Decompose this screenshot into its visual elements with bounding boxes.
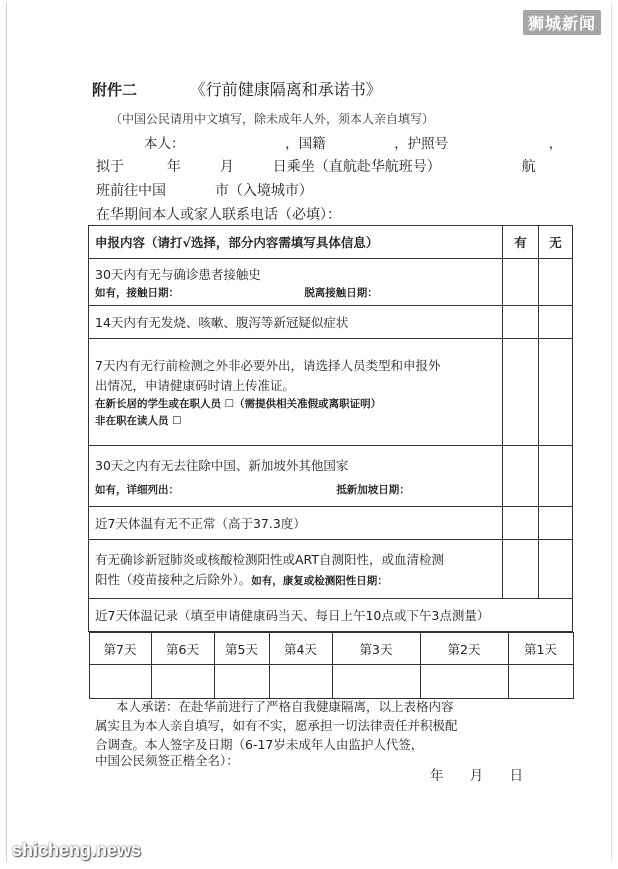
day-7-value-cell[interactable]	[89, 665, 151, 699]
day-3-label: 第3天	[332, 633, 420, 665]
day-1-value-cell[interactable]	[508, 665, 573, 699]
nationality-label: ，国籍	[285, 136, 326, 152]
signature-day: 日	[509, 768, 524, 784]
passport-label: ，护照号	[394, 136, 449, 152]
annex-label: 附件二	[92, 81, 138, 99]
entry-city-label: 市（入境城市）	[214, 183, 313, 199]
day-6-label: 第6天	[151, 633, 214, 665]
pledge-line-2: 属实且为本人亲自填写，如有不实，愿承担一切法律责任并积极配	[95, 718, 458, 733]
fill-instruction-note: （中国公民请用中文填写，除未成年人外，须本人亲自填写）	[110, 112, 435, 126]
row-outings-question-line1: 7天内有无行前检测之外非必要外出，请选择人员类型和申报外	[95, 358, 441, 373]
day-4-label: 第4天	[269, 633, 332, 665]
day-7-label: 第7天	[89, 633, 151, 665]
row-outings	[89, 339, 573, 446]
contact-date-label: 如有，接触日期：	[95, 286, 179, 299]
day-2-label: 第2天	[420, 633, 508, 665]
plan-prefix: 拟于	[96, 159, 124, 175]
row-contact-history-detail	[95, 285, 496, 300]
row-other-countries-question: 30天之内有无去往除中国、新加坡外其他国家	[95, 457, 349, 473]
signature-month: 月	[469, 768, 484, 784]
row-positive-test-no-cell[interactable]	[539, 540, 573, 599]
table-header-row	[89, 226, 573, 259]
row-outings-no-cell[interactable]	[539, 339, 573, 446]
row-outings-content	[89, 339, 503, 446]
day-4-value-cell[interactable]	[269, 665, 332, 699]
row-positive-test-question-line2-text: 阳性（疫苗接种之后除外）。	[95, 572, 252, 587]
person-label: 本人：	[144, 136, 185, 152]
row-contact-history-question: 30天内有无与确诊患者接触史	[95, 266, 261, 282]
comma: ，	[548, 136, 563, 152]
year-label: 年	[166, 159, 181, 175]
days-value-row	[89, 665, 573, 699]
row-other-countries-detail	[95, 482, 496, 497]
end-contact-date-label: 脱离接触日期：	[304, 286, 378, 299]
day-5-value-cell[interactable]	[214, 665, 269, 699]
pledge-line-1: 本人承诺：在赴华前进行了严格自我健康隔离，以上表格内容	[116, 699, 454, 714]
day-5-label: 第5天	[214, 633, 269, 665]
signature-date	[430, 764, 545, 784]
phone-label: 在华期间本人或家人联系电话（必填）：	[96, 207, 341, 223]
row-outings-option-non-employed[interactable]: 非在职在读人员 ☐	[95, 415, 182, 427]
row-symptoms-question: 14天内有无发烧、咳嗽、腹泻等新冠疑似症状	[89, 306, 503, 339]
row-temperature	[89, 507, 573, 540]
row-outings-question-line2: 出情况，申请健康码时请上传准证。	[95, 378, 296, 393]
month-label: 月	[219, 159, 234, 175]
day-6-value-cell[interactable]	[151, 665, 214, 699]
day-2-value-cell[interactable]	[420, 665, 508, 699]
row-contact-history	[89, 259, 573, 306]
days-table	[89, 632, 574, 699]
arrival-date-label: 抵新加坡日期：	[336, 483, 410, 496]
row-other-countries-no-cell[interactable]	[539, 446, 573, 507]
row-contact-history-content	[89, 259, 503, 306]
row-days	[89, 632, 573, 700]
row-temperature-no-cell[interactable]	[539, 507, 573, 540]
row-outings-option-student[interactable]: 在新长居的学生或在职人员 ☐（需提供相关准假或离职证明）	[95, 398, 382, 410]
row-positive-test	[89, 540, 573, 599]
destination-label: 班前往中国	[96, 183, 166, 199]
watermark-bottom: shicheng.news	[12, 840, 142, 860]
row-contact-history-no-cell[interactable]	[539, 259, 573, 306]
row-positive-test-yes-cell[interactable]	[503, 540, 539, 599]
row-contact-history-yes-cell[interactable]	[503, 259, 539, 306]
row-temperature-question: 近7天体温有无不正常（高于37.3度）	[89, 507, 503, 540]
recovery-date-label: 如有，康复或检测阳性日期：	[251, 575, 388, 587]
row-symptoms	[89, 306, 573, 339]
row-other-countries-yes-cell[interactable]	[503, 446, 539, 507]
row-temperature-record-title: 近7天体温记录（填至申请健康码当天、每日上午10点或下午3点测量）	[89, 599, 573, 632]
declaration-table	[88, 225, 573, 699]
row-symptoms-yes-cell[interactable]	[503, 306, 539, 339]
row-symptoms-no-cell[interactable]	[539, 306, 573, 339]
day-ride-label: 日乘坐（直航赴华航班号）	[272, 159, 441, 175]
countries-list-label: 如有，详细列出：	[95, 483, 179, 496]
day-1-label: 第1天	[508, 633, 573, 665]
signature-year: 年	[430, 768, 444, 784]
table-header-content: 申报内容（请打√选择，部分内容需填写具体信息）	[89, 226, 503, 259]
title-row	[92, 77, 382, 100]
document-title: 《行前健康隔离和承诺书》	[189, 80, 382, 99]
row-temperature-yes-cell[interactable]	[503, 507, 539, 540]
days-header-row	[89, 633, 573, 665]
row-outings-yes-cell[interactable]	[503, 339, 539, 446]
row-other-countries-content	[89, 446, 503, 507]
days-container	[89, 632, 573, 700]
row-positive-test-content	[89, 540, 503, 599]
pledge-line-3: 合调查。本人签字及日期（6-17岁未成年人由监护人代签，	[95, 737, 424, 752]
watermark-top: 狮城新闻	[523, 10, 601, 35]
intro-line-2	[96, 156, 536, 176]
row-other-countries	[89, 446, 573, 507]
table-header-no: 无	[539, 226, 573, 259]
row-positive-test-question-line2	[95, 570, 496, 588]
day-3-value-cell[interactable]	[332, 665, 420, 699]
pledge-line-4: 中国公民须签正楷全名）：	[95, 753, 239, 768]
intro-line-3	[96, 180, 313, 200]
flight-label: 航	[521, 159, 536, 175]
row-positive-test-question-line1: 有无确诊新冠肺炎或核酸检测阳性或ART自测阳性，或血清检测	[95, 552, 444, 567]
intro-line-1	[144, 132, 562, 152]
row-temperature-record	[89, 599, 573, 632]
table-header-yes: 有	[503, 226, 539, 259]
